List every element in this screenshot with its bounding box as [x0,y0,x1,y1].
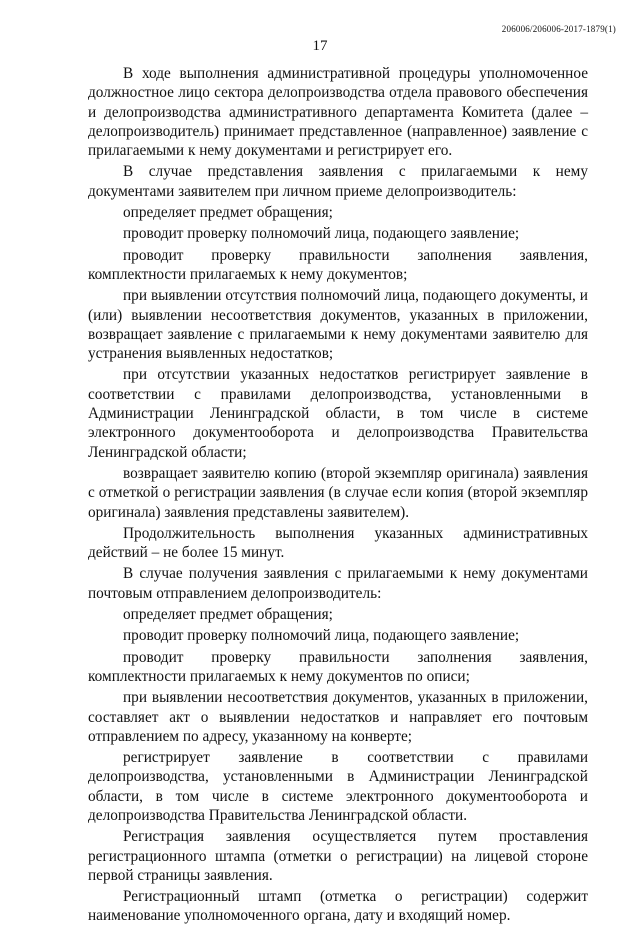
paragraph: В случае получения заявления с прилагаемыми к нему документами почтовым отправлением делопроизводитель: [88,565,588,602]
paragraph: Регистрационный штамп (отметка о регистрации) содержит наименование уполномоченного органа, дату и входящий номер. [88,888,588,925]
paragraph: В ходе выполнения административной процедуры уполномоченное должностное лицо сектора делопроизводства отдела правового обеспечения и делопроизводства административного департамента Комитета (далее – делопроизводитель) принимает представленное (направленное) заявление с прилагаемыми к нему документами и регистрирует его. [88,65,588,160]
page-number: 17 [312,38,328,54]
paragraph: проводит проверку правильности заполнения заявления, комплектности прилагаемых к нему документов по описи; [88,648,588,685]
paragraph: при выявлении отсутствия полномочий лица, подающего документы, и (или) выявлении несоответствия документов, указанных в приложении, возвращает заявление с прилагаемыми к нему документами заявителю для устранения выявленных недостатков; [88,287,588,363]
paragraph: В случае представления заявления с прилагаемыми к нему документами заявителем при личном приеме делопроизводитель: [88,163,588,200]
paragraph: проводит проверку правильности заполнения заявления, комплектности прилагаемых к нему документов; [88,246,588,283]
paragraph: Продолжительность выполнения указанных административных действий – не более 15 минут. [88,524,588,562]
paragraph: определяет предмет обращения; [123,204,333,222]
paragraph: определяет предмет обращения; [123,606,333,624]
body-text [88,64,588,928]
paragraph: регистрирует заявление в соответствии с правилами делопроизводства, установленными в Администрации Ленинградской области, в том числе в системе электронного документооборота и делопроизводства Правительства Ленинградской области. [88,749,588,824]
paragraph: возвращает заявителю копию (второй экземпляр оригинала) заявления с отметкой о регистрации заявления (в случае если копия (второй экземпляр оригинала) заявления представлены заявителем). [88,464,588,521]
paragraph: Регистрация заявления осуществляется путем проставления регистрационного штампа (отметки о регистрации) на лицевой стороне первой страницы заявления. [88,828,588,884]
paragraph: при выявлении несоответствия документов, указанных в приложении, составляет акт о выявлении недостатков и направляет его почтовым отправлением по адресу, указанному на конверте; [88,689,588,745]
paragraph: проводит проверку полномочий лица, подающего заявление; [123,627,520,645]
document-id: 206006/206006-2017-1879(1) [501,24,616,34]
paragraph: при отсутствии указанных недостатков регистрирует заявление в соответствии с правилами делопроизводства, установленными в Администрации Ленинградской области, в том числе в системе электронного документооборота и делопроизводства Правительства Ленинградской области; [88,366,588,461]
paragraph: проводит проверку полномочий лица, подающего заявление; [123,225,520,243]
